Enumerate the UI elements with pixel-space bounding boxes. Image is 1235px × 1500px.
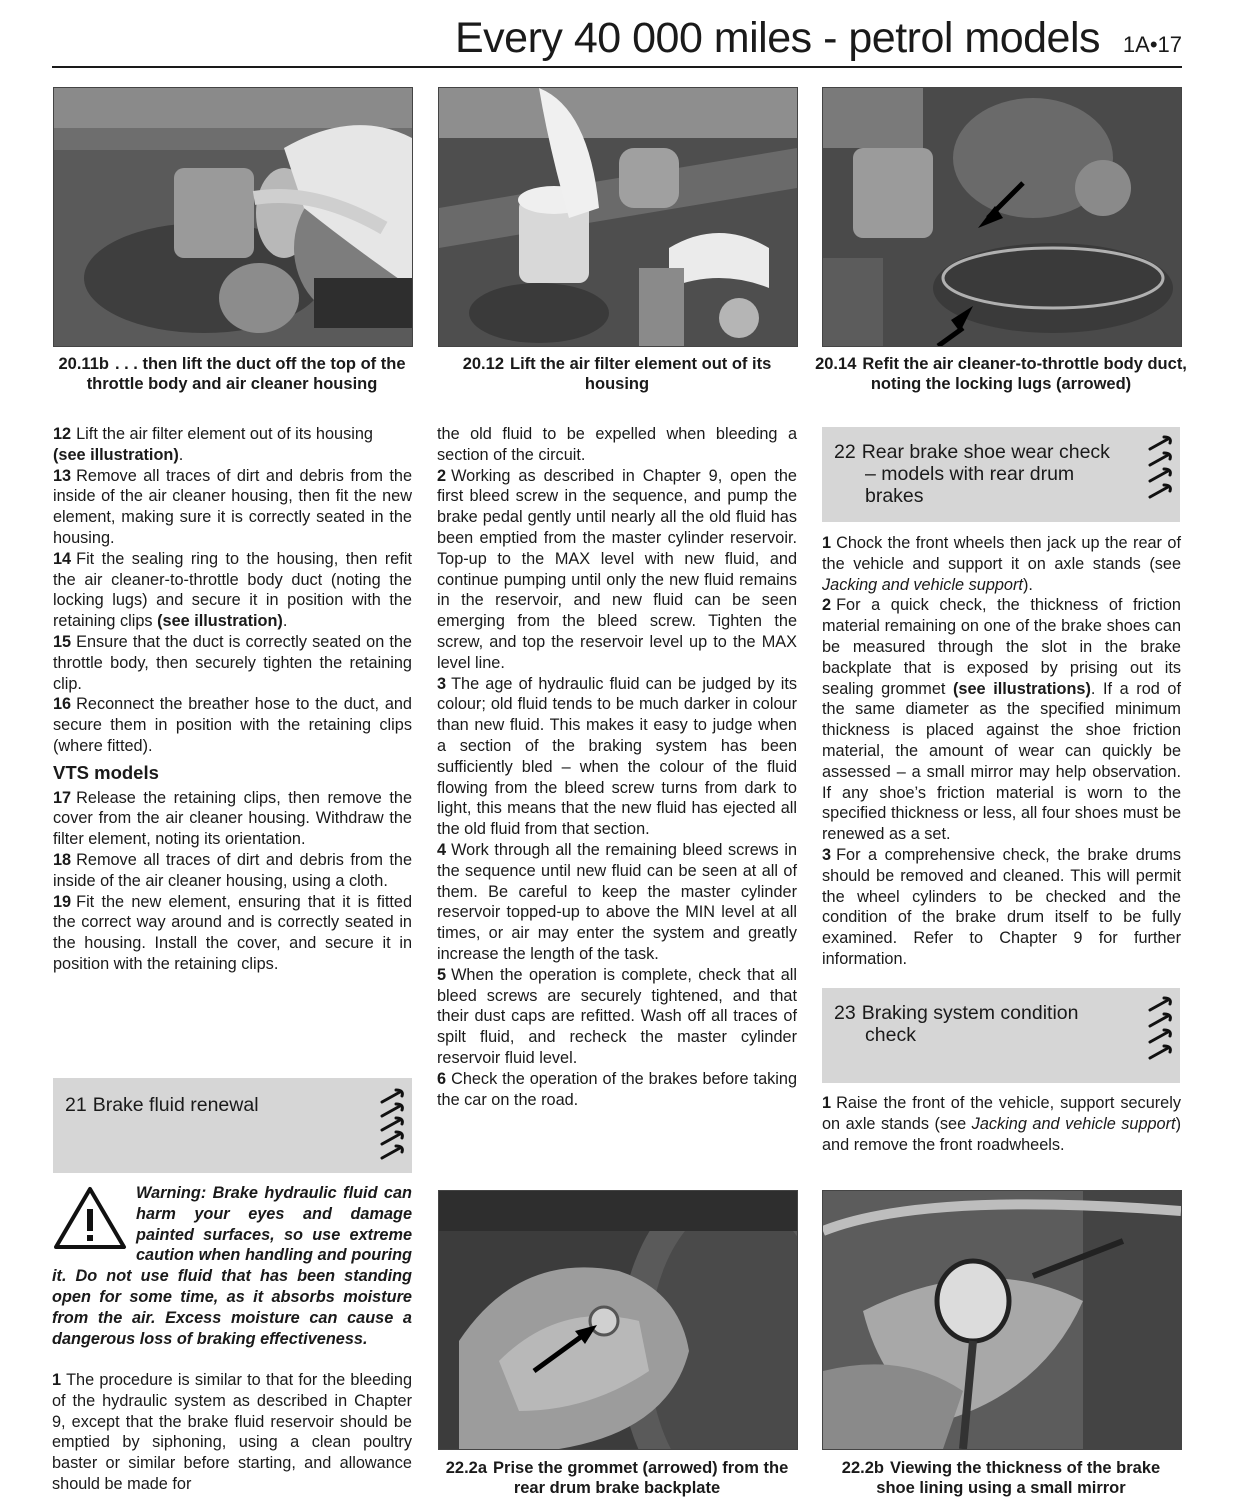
warning-block	[52, 1183, 412, 1349]
difficulty-wrench-icon	[1144, 435, 1174, 515]
caption-20-14: 20.14 Refit the air cleaner-to-throttle body duct, noting the locking lugs (arrowed)	[815, 355, 1187, 393]
warning-text: Warning: Brake hydraulic fluid can harm your eyes and damage painted surfaces, so use extreme caution when handling and pouring it. Do not use fluid that has been standing open for some time, as it absorbs moisture from the air. Excess moisture can cause a dangerous loss of braking effectiveness.	[52, 1184, 412, 1348]
caption-22-2a: 22.2a Prise the grommet (arrowed) from the rear drum brake backplate	[445, 1459, 789, 1497]
photo-22-2b	[822, 1190, 1182, 1450]
section-21-title: Brake fluid renewal	[92, 1094, 259, 1116]
warning-icon	[52, 1185, 128, 1251]
section-23-text	[822, 1093, 1181, 1155]
difficulty-wrench-icon	[1144, 996, 1174, 1076]
caption-20-12: 20.12 Lift the air filter element out of its housing	[462, 355, 772, 393]
paragraph-21-2: 2 Working as described in Chapter 9, open the first bleed screw in the sequence, and pump the brake pedal gently until nearly all the old fluid has been emptied from the master cylinder reservoir. Top-up to the MAX level with new fluid, and continue pumping until only the new fluid remains in the reservoir, and new fluid can be seen emerging from the bleed screw. Tighten the screw, and top the reservoir level up to the MAX level line.	[437, 466, 797, 672]
paragraph-22-2: 2 For a quick check, the thickness of friction material remaining on one of the brake shoes can be measured through the slot in the brake backplate that is exposed by prising out its sealing grommet (see illustrations). If a rod of the same diameter as the specified minimum thickness is placed against the shoe friction material, the amount of wear can quickly be assessed – a small mirror may help observation. If any shoe’s friction material is worn to the specified thickness or less, all four shoes must be renewed as a set.	[822, 596, 1181, 844]
paragraph-21-3: 3 The age of hydraulic fluid can be judged by its colour; old fluid tends to be much darker in colour than new fluid. This makes it easy to judge when a section of the braking system has been sufficiently bled – when the colour of the fluid flowing from the bleed screw turns from dark to light, this means that the new fluid has ejected all the old fluid from that section.	[437, 674, 797, 839]
paragraph-14: 14 Fit the sealing ring to the housing, then refit the air cleaner-to-throttle body duct (noting the locking lugs) and secure it in position with the retaining clips (see illustration).	[53, 549, 412, 631]
section-22-text	[822, 533, 1181, 970]
photo-22-2a	[438, 1190, 798, 1450]
page-number: 1A•17	[1122, 32, 1182, 57]
subheading-vts-models: VTS models	[53, 761, 159, 783]
paragraph-17: 17 Release the retaining clips, then remove the cover from the air cleaner housing. Withdraw the filter element, noting its orientation.	[53, 788, 412, 849]
section-21-text	[52, 1370, 412, 1495]
paragraph-22-3: 3 For a comprehensive check, the brake drums should be removed and cleaned. This will permit the wheel cylinders to be checked and the condition of the brake drum itself to be fully examined. Refer to Chapter 9 for further information.	[822, 845, 1181, 968]
caption-20-11b: 20.11b . . . then lift the duct off the top of the throttle body and air cleaner housing	[58, 355, 406, 393]
paragraph-22-1: 1 Chock the front wheels then jack up the rear of the vehicle and support it on axle stands (see Jacking and vehicle support).	[822, 534, 1181, 594]
column-2	[437, 424, 797, 1110]
paragraph-21-4: 4 Work through all the remaining bleed screws in the sequence until new fluid can be seen at all of them. Be careful to keep the master cylinder reservoir topped-up to above the MIN level at all times, or air may enter the system and greatly increase the length of the task.	[437, 840, 797, 963]
section-22-heading: 22 Rear brake shoe wear check – models with rear drum brakes	[822, 427, 1180, 522]
photo-20-12	[438, 87, 798, 347]
photo-20-11b	[53, 87, 413, 347]
difficulty-wrench-icon	[376, 1088, 406, 1168]
paragraph-12: 12 Lift the air filter element out of its housing (see illustration).	[53, 425, 373, 464]
column-1	[53, 424, 412, 975]
photo-20-14	[822, 87, 1182, 347]
paragraph-16: 16 Reconnect the breather hose to the duct, and secure them in position with the retaining clips (where fitted).	[53, 695, 412, 755]
paragraph-21-5: 5 When the operation is complete, check that all bleed screws are securely tightened, and that their dust caps are refitted. Wash off all traces of spilt fluid, and recheck the master cylinder reservoir fluid level.	[437, 965, 797, 1067]
caption-22-2b: 22.2b Viewing the thickness of the brake shoe lining using a small mirror	[841, 1459, 1161, 1497]
page-header	[52, 8, 1182, 68]
paragraph-21-cont: the old fluid to be expelled when bleeding a section of the circuit.	[437, 425, 797, 464]
paragraph-15: 15 Ensure that the duct is correctly seated on the throttle body, then securely tighten the retaining clip.	[53, 632, 412, 693]
paragraph-18: 18 Remove all traces of dirt and debris from the inside of the air cleaner housing, using a cloth.	[53, 850, 412, 890]
paragraph-13: 13 Remove all traces of dirt and debris from the inside of the air cleaner housing, then fit the new element, making sure it is correctly seated in the housing.	[53, 466, 412, 547]
paragraph-21-6: 6 Check the operation of the brakes before taking the car on the road.	[437, 1069, 797, 1109]
paragraph-19: 19 Fit the new element, ensuring that it is fitted the correct way around and is correctly seated in the housing. Install the cover, and secure it in position with the retaining clips.	[53, 892, 412, 973]
section-21-heading: 21 Brake fluid renewal	[53, 1078, 412, 1173]
section-22-title: Rear brake shoe wear check	[861, 441, 1110, 463]
section-23-heading: 23 Braking system condition check	[822, 988, 1180, 1083]
paragraph-23-1: 1 Raise the front of the vehicle, support securely on axle stands (see Jacking and vehicle support) and remove the front roadwheels.	[822, 1094, 1181, 1154]
section-23-title: Braking system condition	[861, 1002, 1079, 1024]
page-title: Every 40 000 miles - petrol models	[454, 14, 1100, 62]
paragraph-21-1: 1 The procedure is similar to that for the bleeding of the hydraulic system as described in Chapter 9, except that the brake fluid reservoir should be emptied by siphoning, using a clean poultry baster or similar before starting, and allowance should be made for	[52, 1371, 412, 1493]
